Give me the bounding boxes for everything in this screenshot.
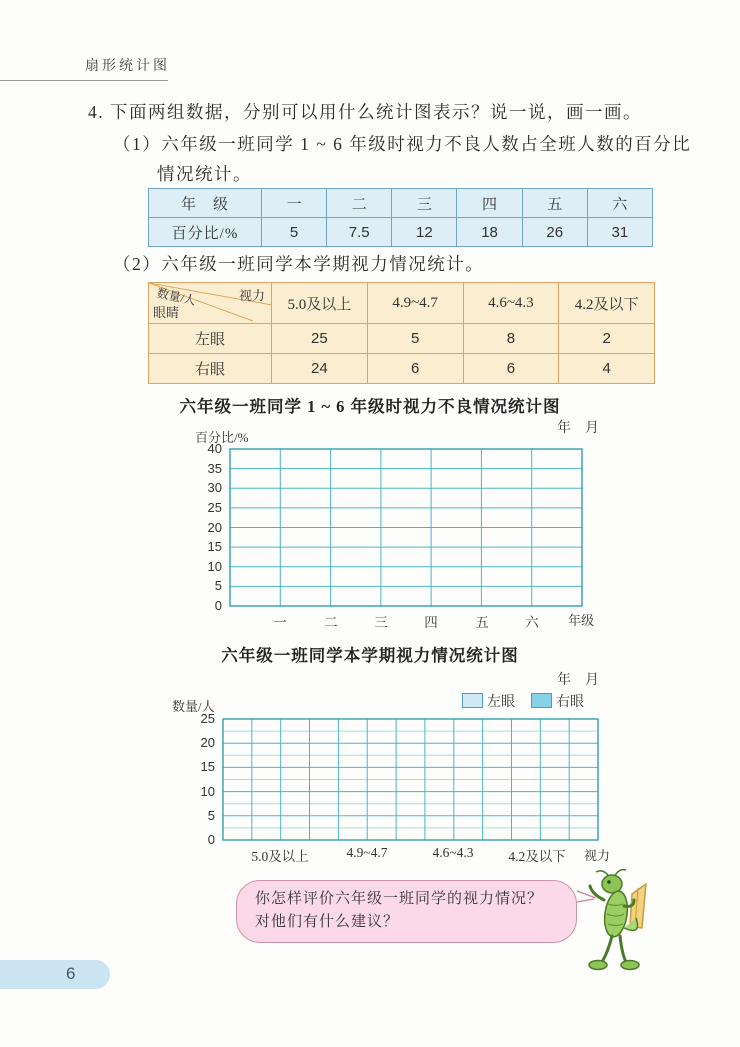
table-row: [149, 218, 653, 247]
table2-value: 6: [463, 354, 559, 384]
table1-value-label: 百分比/%: [149, 218, 262, 247]
chart1-y-tick: 25: [207, 499, 222, 515]
chart1-y-tick: 30: [207, 480, 222, 496]
chart1-x-axis-label: 年级: [568, 613, 595, 628]
chart2-y-axis-label: 数量/人: [172, 699, 215, 714]
chart1-x-tick: 四: [424, 615, 438, 630]
table1-col: 一: [262, 189, 327, 218]
table1-col: 二: [327, 189, 392, 218]
table-row: [149, 283, 655, 324]
table1-value: 7.5: [327, 218, 392, 247]
table1-col: 六: [587, 189, 652, 218]
question-intro-text: 下面两组数据，分别可以用什么统计图表示？说一说，画一画。: [110, 102, 642, 122]
chart2-x-tick: 4.2及以下: [508, 849, 566, 864]
chart1-x-tick: 一: [273, 615, 287, 630]
chapter-header: 扇形统计图: [85, 59, 170, 74]
chart2-x-tick: 5.0及以上: [251, 849, 309, 864]
part2-text: 六年级一班同学本学期视力情况统计。: [161, 254, 485, 274]
table1-value: 26: [522, 218, 587, 247]
corner-label-vision: 视力: [238, 288, 265, 303]
chart1-date-placeholder: 年 月: [557, 421, 599, 436]
question-part2: [113, 249, 665, 279]
table-row: [149, 354, 655, 384]
chart2-title: 六年级一班同学本学期视力情况统计图: [221, 646, 519, 665]
speech-bubble: [236, 880, 577, 943]
table1-value: 18: [457, 218, 522, 247]
chart2-y-tick: 0: [207, 832, 215, 847]
chart2-y-tick: 10: [200, 783, 215, 799]
table-row: [149, 189, 653, 218]
table1-value: 12: [392, 218, 457, 247]
chart1-x-tick: 三: [374, 615, 388, 630]
chart2-y-tick: 20: [200, 735, 215, 751]
table2-col: 5.0及以上: [272, 283, 368, 324]
table2-col: 4.2及以下: [559, 283, 655, 324]
chart2-x-axis-label: 视力: [584, 848, 611, 863]
table1-col: 四: [457, 189, 522, 218]
chapter-header-rule: [0, 80, 168, 81]
chart1-y-tick: 5: [214, 578, 222, 594]
bubble-line2: 对他们有什么建议？: [255, 914, 400, 930]
legend-label-right-eye: 右眼: [556, 695, 584, 710]
table2-value: 6: [367, 354, 463, 384]
chart1-y-tick: 0: [214, 598, 222, 613]
table2-row-label: 右眼: [149, 354, 272, 384]
chart1-y-tick: 20: [207, 519, 222, 535]
table1-col: 五: [522, 189, 587, 218]
bubble-line1: 你怎样评价六年级一班同学的视力情况？: [255, 891, 544, 907]
chart1-title: 六年级一班同学 1 ~ 6 年级时视力不良情况统计图: [179, 397, 561, 416]
table2-value: 2: [559, 324, 655, 354]
question-4-intro: [88, 97, 668, 127]
table1-row-header: 年 级: [149, 189, 262, 218]
part1-text: 六年级一班同学 1 ~ 6 年级时视力不良人数占全班人数的百分比情况统计。: [157, 134, 692, 184]
corner-label-eye: 眼睛: [153, 305, 180, 320]
table2-value: 24: [272, 354, 368, 384]
table-eyesight: [148, 282, 655, 384]
mascot-grasshopper: [580, 866, 660, 981]
chart2-y-tick: 15: [200, 759, 215, 775]
chart1-x-tick: 二: [324, 615, 338, 630]
table2-value: 25: [272, 324, 368, 354]
chart1-y-tick: 35: [207, 460, 222, 476]
table2-value: 4: [559, 354, 655, 384]
table2-value: 8: [463, 324, 559, 354]
chart1-y-tick: 40: [207, 441, 222, 456]
corner-label-quantity: 数量/人: [155, 285, 198, 308]
legend-swatch-left-eye: [462, 693, 483, 708]
chart2-y-tick: 5: [207, 807, 215, 823]
chart1-x-tick: 五: [475, 615, 489, 630]
chart2-y-tick: 25: [200, 711, 215, 726]
table1-value: 5: [262, 218, 327, 247]
legend-label-left-eye: 左眼: [487, 695, 515, 710]
page-number: 6: [66, 964, 76, 983]
question-part1: [113, 129, 709, 189]
chart1-x-tick: 六: [525, 615, 539, 630]
table2-col: 4.6~4.3: [463, 283, 559, 324]
chart1-grid: [229, 448, 584, 609]
chart2-x-tick: 4.6~4.3: [432, 845, 474, 860]
page-number-pill: [0, 960, 110, 989]
question-number: 4.: [88, 102, 105, 122]
table2-col: 4.9~4.7: [367, 283, 463, 324]
chart2-date-placeholder: 年 月: [557, 673, 599, 688]
part2-label: （2）: [113, 254, 162, 274]
chart1-y-tick: 15: [207, 539, 222, 555]
table-row: [149, 324, 655, 354]
table2-value: 5: [367, 324, 463, 354]
table2-corner-cell: [149, 283, 272, 324]
table2-row-label: 左眼: [149, 324, 272, 354]
chart1-y-tick: 10: [207, 558, 222, 574]
table1-value: 31: [587, 218, 652, 247]
legend-swatch-right-eye: [531, 693, 552, 708]
chart1-y-axis-label: 百分比/%: [195, 430, 249, 445]
table1-col: 三: [392, 189, 457, 218]
chart2-grid: [222, 718, 600, 843]
table-grade-percent: [148, 188, 653, 247]
part1-label: （1）: [113, 134, 162, 154]
chart2-x-tick: 4.9~4.7: [346, 845, 388, 860]
